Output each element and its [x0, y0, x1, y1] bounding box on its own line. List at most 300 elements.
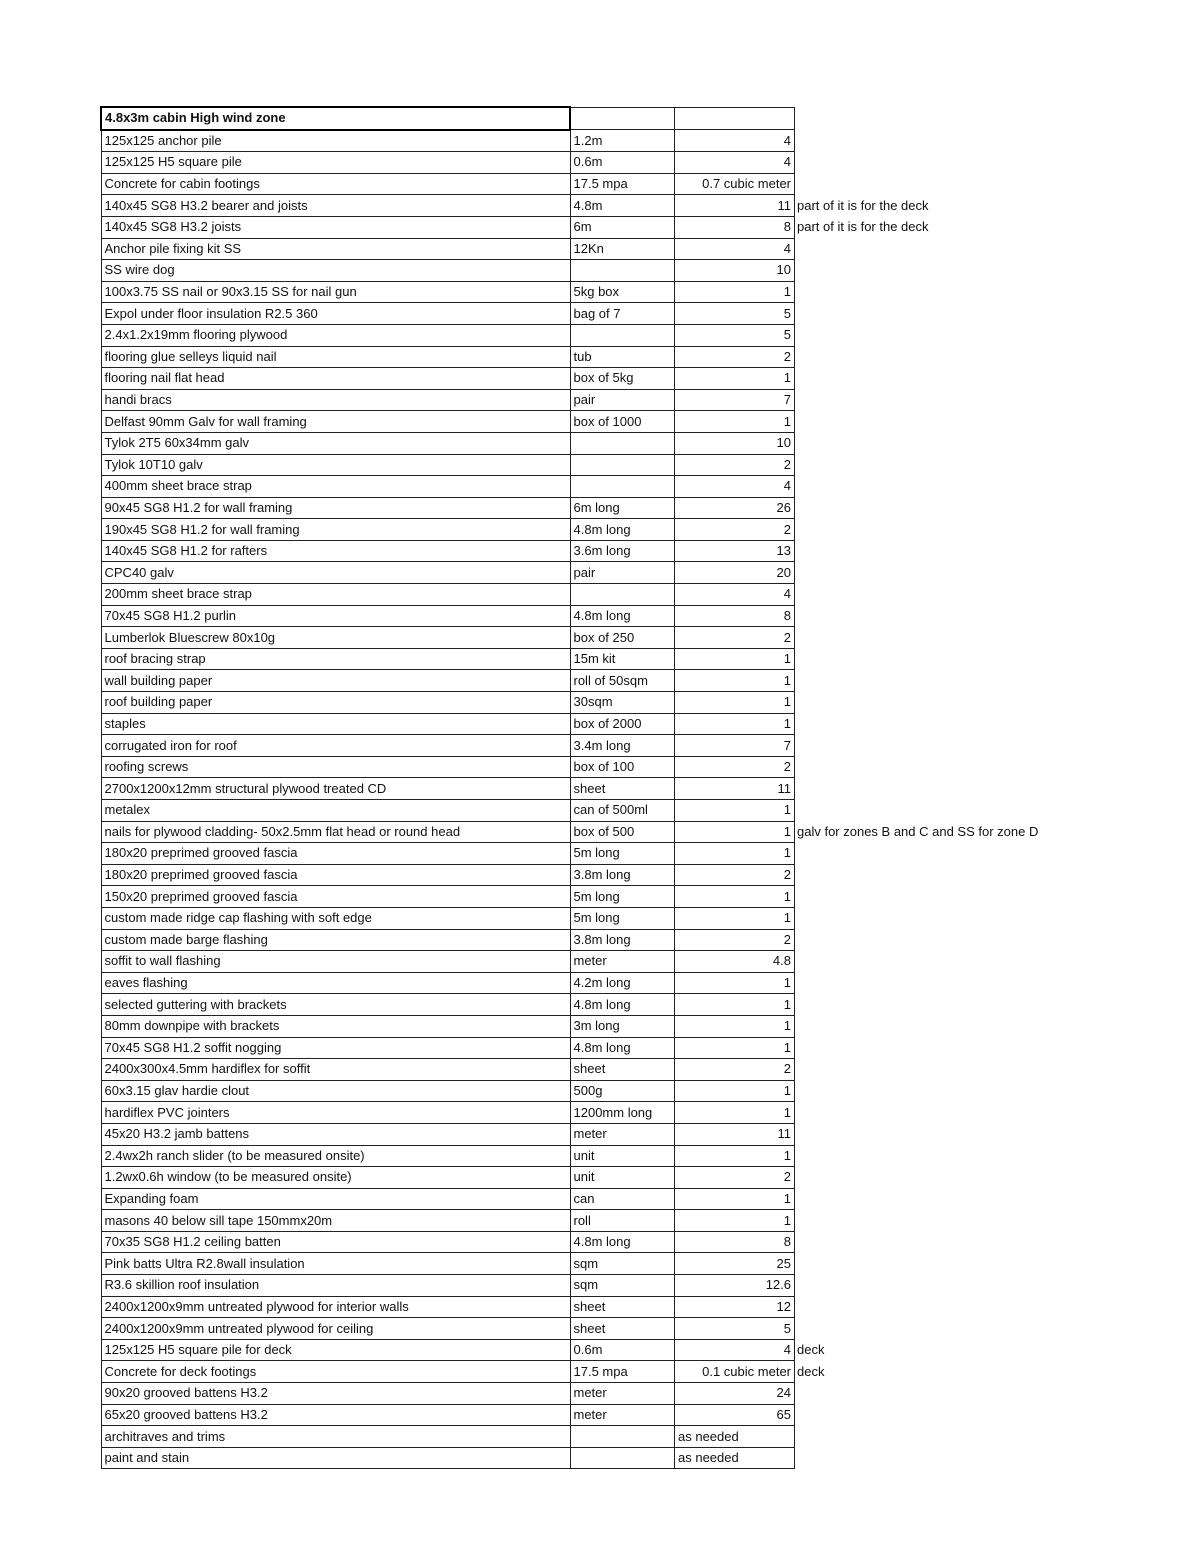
material-row: [101, 821, 1121, 843]
qty-cell[interactable]: 4: [675, 130, 795, 152]
item-cell[interactable]: paint and stain: [101, 1447, 570, 1469]
item-cell[interactable]: Expanding foam: [101, 1188, 570, 1210]
item-cell[interactable]: custom made ridge cap flashing with soft edge: [101, 907, 570, 929]
qty-cell[interactable]: 1: [675, 972, 795, 994]
material-row: [101, 1080, 1121, 1102]
note-cell: [795, 648, 1121, 670]
qty-cell[interactable]: 4: [675, 1339, 795, 1361]
material-row: [101, 1167, 1121, 1189]
item-cell[interactable]: Tylok 2T5 60x34mm galv: [101, 432, 570, 454]
note-cell: [795, 929, 1121, 951]
note-cell: [795, 1210, 1121, 1232]
note-cell: [795, 1188, 1121, 1210]
qty-cell[interactable]: 2: [675, 1059, 795, 1081]
qty-cell[interactable]: 1: [675, 368, 795, 390]
note-cell: [795, 130, 1121, 152]
item-cell[interactable]: custom made barge flashing: [101, 929, 570, 951]
material-row: [101, 843, 1121, 865]
title-qty-cell[interactable]: [675, 107, 795, 130]
qty-cell[interactable]: 1: [675, 886, 795, 908]
item-cell[interactable]: roofing screws: [101, 756, 570, 778]
qty-cell[interactable]: 1: [675, 1080, 795, 1102]
item-cell[interactable]: 180x20 preprimed grooved fascia: [101, 843, 570, 865]
unit-cell[interactable]: 6m: [570, 216, 675, 238]
item-cell[interactable]: architraves and trims: [101, 1426, 570, 1448]
materials-sheet: [100, 106, 1121, 1469]
note-cell: [795, 260, 1121, 282]
title-unit-cell[interactable]: [570, 107, 675, 130]
item-cell[interactable]: Tylok 10T10 galv: [101, 454, 570, 476]
item-cell[interactable]: Concrete for deck footings: [101, 1361, 570, 1383]
note-cell: [795, 562, 1121, 584]
qty-cell[interactable]: 4: [675, 238, 795, 260]
item-cell[interactable]: 125x125 anchor pile: [101, 130, 570, 152]
note-cell: [795, 281, 1121, 303]
material-row: [101, 648, 1121, 670]
unit-cell[interactable]: 12Kn: [570, 238, 675, 260]
qty-cell[interactable]: 12: [675, 1296, 795, 1318]
qty-cell[interactable]: 8: [675, 216, 795, 238]
item-cell[interactable]: 180x20 preprimed grooved fascia: [101, 864, 570, 886]
qty-cell[interactable]: 1: [675, 843, 795, 865]
unit-cell[interactable]: box of 5kg: [570, 368, 675, 390]
qty-cell[interactable]: 1: [675, 800, 795, 822]
qty-cell[interactable]: 10: [675, 260, 795, 282]
material-row: [101, 324, 1121, 346]
unit-cell[interactable]: unit: [570, 1145, 675, 1167]
qty-cell[interactable]: 11: [675, 195, 795, 217]
item-cell[interactable]: 100x3.75 SS nail or 90x3.15 SS for nail gun: [101, 281, 570, 303]
unit-cell[interactable]: 4.8m long: [570, 994, 675, 1016]
note-cell: [795, 1080, 1121, 1102]
unit-cell[interactable]: pair: [570, 562, 675, 584]
qty-cell[interactable]: 1: [675, 411, 795, 433]
unit-cell[interactable]: sheet: [570, 1296, 675, 1318]
qty-cell[interactable]: 24: [675, 1383, 795, 1405]
material-row: [101, 1404, 1121, 1426]
item-cell[interactable]: roof bracing strap: [101, 648, 570, 670]
qty-cell[interactable]: 2: [675, 756, 795, 778]
item-cell[interactable]: 70x45 SG8 H1.2 purlin: [101, 605, 570, 627]
material-row: [101, 778, 1121, 800]
material-row: [101, 260, 1121, 282]
material-row: [101, 1447, 1121, 1469]
item-cell[interactable]: 2.4wx2h ranch slider (to be measured onsite): [101, 1145, 570, 1167]
item-cell[interactable]: masons 40 below sill tape 150mmx20m: [101, 1210, 570, 1232]
unit-cell[interactable]: [570, 476, 675, 498]
note-cell: [795, 1102, 1121, 1124]
unit-cell[interactable]: 3.6m long: [570, 540, 675, 562]
note-cell: [795, 346, 1121, 368]
unit-cell[interactable]: sheet: [570, 778, 675, 800]
note-cell: [795, 886, 1121, 908]
unit-cell[interactable]: roll of 50sqm: [570, 670, 675, 692]
item-cell[interactable]: 70x45 SG8 H1.2 soffit nogging: [101, 1037, 570, 1059]
unit-cell[interactable]: 3.4m long: [570, 735, 675, 757]
qty-cell[interactable]: 4.8: [675, 951, 795, 973]
item-cell[interactable]: 90x45 SG8 H1.2 for wall framing: [101, 497, 570, 519]
item-cell[interactable]: staples: [101, 713, 570, 735]
unit-cell[interactable]: box of 2000: [570, 713, 675, 735]
qty-cell[interactable]: as needed: [675, 1426, 795, 1448]
material-row: [101, 1253, 1121, 1275]
material-row: [101, 1361, 1121, 1383]
material-row: [101, 1339, 1121, 1361]
item-cell[interactable]: Delfast 90mm Galv for wall framing: [101, 411, 570, 433]
note-cell: [795, 1059, 1121, 1081]
unit-cell[interactable]: 3m long: [570, 1015, 675, 1037]
qty-cell[interactable]: 0.7 cubic meter: [675, 173, 795, 195]
item-cell[interactable]: 80mm downpipe with brackets: [101, 1015, 570, 1037]
unit-cell[interactable]: box of 250: [570, 627, 675, 649]
unit-cell[interactable]: 1.2m: [570, 130, 675, 152]
note-cell: [795, 778, 1121, 800]
item-cell[interactable]: metalex: [101, 800, 570, 822]
item-cell[interactable]: nails for plywood cladding- 50x2.5mm flat head or round head: [101, 821, 570, 843]
note-cell: deck: [797, 1363, 825, 1379]
material-row: [101, 1231, 1121, 1253]
unit-cell[interactable]: [570, 260, 675, 282]
item-cell[interactable]: flooring glue selleys liquid nail: [101, 346, 570, 368]
note-cell: [795, 756, 1121, 778]
qty-cell[interactable]: 10: [675, 432, 795, 454]
note-cell: [795, 152, 1121, 174]
unit-cell[interactable]: roll: [570, 1210, 675, 1232]
material-row: [101, 1037, 1121, 1059]
note-cell: [795, 1447, 1121, 1469]
unit-cell[interactable]: meter: [570, 1383, 675, 1405]
material-row: [101, 713, 1121, 735]
note-cell: [795, 1383, 1121, 1405]
material-row: [101, 886, 1121, 908]
qty-cell[interactable]: 2: [675, 864, 795, 886]
material-row: [101, 584, 1121, 606]
unit-cell[interactable]: [570, 454, 675, 476]
unit-cell[interactable]: 3.8m long: [570, 864, 675, 886]
note-cell: [795, 173, 1121, 195]
unit-cell[interactable]: 5kg box: [570, 281, 675, 303]
unit-cell[interactable]: tub: [570, 346, 675, 368]
item-cell[interactable]: Expol under floor insulation R2.5 360: [101, 303, 570, 325]
item-cell[interactable]: 200mm sheet brace strap: [101, 584, 570, 606]
unit-cell[interactable]: [570, 1447, 675, 1469]
unit-cell[interactable]: 5m long: [570, 886, 675, 908]
item-cell[interactable]: 140x45 SG8 H1.2 for rafters: [101, 540, 570, 562]
note-cell: [795, 1145, 1121, 1167]
note-cell: [795, 735, 1121, 757]
qty-cell[interactable]: 12.6: [675, 1275, 795, 1297]
item-cell[interactable]: selected guttering with brackets: [101, 994, 570, 1016]
qty-cell[interactable]: 1: [675, 713, 795, 735]
unit-cell[interactable]: 500g: [570, 1080, 675, 1102]
note-cell: [795, 1275, 1121, 1297]
item-cell[interactable]: 140x45 SG8 H3.2 bearer and joists: [101, 195, 570, 217]
qty-cell[interactable]: 1: [675, 1037, 795, 1059]
qty-cell[interactable]: 1: [675, 1015, 795, 1037]
note-cell: [795, 324, 1121, 346]
unit-cell[interactable]: 4.8m long: [570, 605, 675, 627]
unit-cell[interactable]: 17.5 mpa: [570, 173, 675, 195]
item-cell[interactable]: 400mm sheet brace strap: [101, 476, 570, 498]
item-cell[interactable]: 2400x300x4.5mm hardiflex for soffit: [101, 1059, 570, 1081]
note-cell: [795, 713, 1121, 735]
materials-sheet-body: [101, 107, 1121, 1469]
item-cell[interactable]: R3.6 skillion roof insulation: [101, 1275, 570, 1297]
material-row: [101, 800, 1121, 822]
unit-cell[interactable]: sheet: [570, 1059, 675, 1081]
note-cell: [795, 1123, 1121, 1145]
material-row: [101, 346, 1121, 368]
item-cell[interactable]: 125x125 H5 square pile: [101, 152, 570, 174]
material-row: [101, 1145, 1121, 1167]
unit-cell[interactable]: meter: [570, 951, 675, 973]
qty-cell[interactable]: 65: [675, 1404, 795, 1426]
material-row: [101, 692, 1121, 714]
material-row: [101, 389, 1121, 411]
unit-cell[interactable]: meter: [570, 1404, 675, 1426]
item-cell[interactable]: 2700x1200x12mm structural plywood treated CD: [101, 778, 570, 800]
note-cell: [795, 627, 1121, 649]
note-cell: part of it is for the deck: [797, 219, 929, 235]
qty-cell[interactable]: 2: [675, 454, 795, 476]
unit-cell[interactable]: bag of 7: [570, 303, 675, 325]
qty-cell[interactable]: 26: [675, 497, 795, 519]
qty-cell[interactable]: 8: [675, 1231, 795, 1253]
qty-cell[interactable]: 2: [675, 627, 795, 649]
material-row: [101, 972, 1121, 994]
note-cell: [795, 843, 1121, 865]
title-note-cell: [795, 107, 1121, 130]
unit-cell[interactable]: 5m long: [570, 907, 675, 929]
sheet-title-row: [101, 107, 1121, 130]
qty-cell[interactable]: 7: [675, 735, 795, 757]
note-cell: part of it is for the deck: [797, 197, 929, 213]
material-row: [101, 605, 1121, 627]
unit-cell[interactable]: unit: [570, 1167, 675, 1189]
note-cell: [795, 1404, 1121, 1426]
unit-cell[interactable]: box of 1000: [570, 411, 675, 433]
item-cell[interactable]: CPC40 galv: [101, 562, 570, 584]
item-cell[interactable]: 90x20 grooved battens H3.2: [101, 1383, 570, 1405]
unit-cell[interactable]: 4.2m long: [570, 972, 675, 994]
note-cell: [795, 497, 1121, 519]
note-cell: [795, 994, 1121, 1016]
note-cell: [795, 454, 1121, 476]
item-cell[interactable]: flooring nail flat head: [101, 368, 570, 390]
note-cell: deck: [797, 1342, 825, 1358]
item-cell[interactable]: wall building paper: [101, 670, 570, 692]
item-cell[interactable]: 2400x1200x9mm untreated plywood for interior walls: [101, 1296, 570, 1318]
unit-cell[interactable]: 6m long: [570, 497, 675, 519]
unit-cell[interactable]: [570, 324, 675, 346]
qty-cell[interactable]: 11: [675, 1123, 795, 1145]
note-cell: [795, 432, 1121, 454]
unit-cell[interactable]: [570, 432, 675, 454]
material-row: [101, 735, 1121, 757]
note-cell: [795, 368, 1121, 390]
unit-cell[interactable]: 3.8m long: [570, 929, 675, 951]
note-cell: [795, 951, 1121, 973]
material-row: [101, 432, 1121, 454]
item-cell[interactable]: Concrete for cabin footings: [101, 173, 570, 195]
material-row: [101, 929, 1121, 951]
qty-cell[interactable]: 7: [675, 389, 795, 411]
unit-cell[interactable]: 4.8m long: [570, 519, 675, 541]
item-cell[interactable]: 70x35 SG8 H1.2 ceiling batten: [101, 1231, 570, 1253]
qty-cell[interactable]: 13: [675, 540, 795, 562]
material-row: [101, 519, 1121, 541]
unit-cell[interactable]: 30sqm: [570, 692, 675, 714]
material-row: [101, 281, 1121, 303]
material-row: [101, 627, 1121, 649]
qty-cell[interactable]: 4: [675, 476, 795, 498]
item-cell[interactable]: 60x3.15 glav hardie clout: [101, 1080, 570, 1102]
item-cell[interactable]: eaves flashing: [101, 972, 570, 994]
item-cell[interactable]: handi bracs: [101, 389, 570, 411]
qty-cell[interactable]: 2: [675, 519, 795, 541]
note-cell: [795, 519, 1121, 541]
material-row: [101, 238, 1121, 260]
material-row: [101, 1426, 1121, 1448]
qty-cell[interactable]: 1: [675, 281, 795, 303]
sheet-title[interactable]: 4.8x3m cabin High wind zone: [101, 107, 570, 130]
unit-cell[interactable]: box of 100: [570, 756, 675, 778]
qty-cell[interactable]: 1: [675, 1210, 795, 1232]
qty-cell[interactable]: 4: [675, 152, 795, 174]
material-row: [101, 1318, 1121, 1340]
note-cell: [795, 303, 1121, 325]
unit-cell[interactable]: [570, 1426, 675, 1448]
item-cell[interactable]: Anchor pile fixing kit SS: [101, 238, 570, 260]
note-cell: [795, 1231, 1121, 1253]
material-row: [101, 540, 1121, 562]
material-row: [101, 907, 1121, 929]
qty-cell[interactable]: 1: [675, 907, 795, 929]
note-cell: [795, 1253, 1121, 1275]
note-cell: [795, 1037, 1121, 1059]
qty-cell[interactable]: 11: [675, 778, 795, 800]
qty-cell[interactable]: 0.1 cubic meter: [675, 1361, 795, 1383]
qty-cell[interactable]: 1: [675, 1102, 795, 1124]
item-cell[interactable]: 65x20 grooved battens H3.2: [101, 1404, 570, 1426]
unit-cell[interactable]: sqm: [570, 1275, 675, 1297]
note-cell: [795, 605, 1121, 627]
unit-cell[interactable]: 4.8m: [570, 195, 675, 217]
item-cell[interactable]: 150x20 preprimed grooved fascia: [101, 886, 570, 908]
unit-cell[interactable]: 5m long: [570, 843, 675, 865]
note-cell: [795, 411, 1121, 433]
qty-cell[interactable]: 8: [675, 605, 795, 627]
unit-cell[interactable]: [570, 584, 675, 606]
qty-cell[interactable]: 1: [675, 1188, 795, 1210]
material-row: [101, 670, 1121, 692]
item-cell[interactable]: roof building paper: [101, 692, 570, 714]
qty-cell[interactable]: 1: [675, 994, 795, 1016]
material-row: [101, 368, 1121, 390]
material-row: [101, 411, 1121, 433]
unit-cell[interactable]: can of 500ml: [570, 800, 675, 822]
note-cell: [795, 1318, 1121, 1340]
note-cell: [795, 389, 1121, 411]
item-cell[interactable]: 140x45 SG8 H3.2 joists: [101, 216, 570, 238]
item-cell[interactable]: Pink batts Ultra R2.8wall insulation: [101, 1253, 570, 1275]
unit-cell[interactable]: 15m kit: [570, 648, 675, 670]
unit-cell[interactable]: sheet: [570, 1318, 675, 1340]
material-row: [101, 756, 1121, 778]
qty-cell[interactable]: 25: [675, 1253, 795, 1275]
item-cell[interactable]: SS wire dog: [101, 260, 570, 282]
qty-cell[interactable]: 20: [675, 562, 795, 584]
unit-cell[interactable]: 4.8m long: [570, 1231, 675, 1253]
unit-cell[interactable]: pair: [570, 389, 675, 411]
qty-cell[interactable]: 5: [675, 324, 795, 346]
qty-cell[interactable]: 5: [675, 1318, 795, 1340]
qty-cell[interactable]: 1: [675, 670, 795, 692]
item-cell[interactable]: Lumberlok Bluescrew 80x10g: [101, 627, 570, 649]
material-row: [101, 130, 1121, 152]
material-row: [101, 476, 1121, 498]
material-row: [101, 1275, 1121, 1297]
unit-cell[interactable]: 0.6m: [570, 1339, 675, 1361]
material-row: [101, 562, 1121, 584]
qty-cell[interactable]: 1: [675, 692, 795, 714]
qty-cell[interactable]: 1: [675, 648, 795, 670]
qty-cell[interactable]: 4: [675, 584, 795, 606]
item-cell[interactable]: 190x45 SG8 H1.2 for wall framing: [101, 519, 570, 541]
note-cell: [795, 540, 1121, 562]
note-cell: [795, 476, 1121, 498]
item-cell[interactable]: 2400x1200x9mm untreated plywood for ceiling: [101, 1318, 570, 1340]
note-cell: [795, 584, 1121, 606]
unit-cell[interactable]: sqm: [570, 1253, 675, 1275]
unit-cell[interactable]: 0.6m: [570, 152, 675, 174]
material-row: [101, 1188, 1121, 1210]
unit-cell[interactable]: meter: [570, 1123, 675, 1145]
qty-cell[interactable]: 5: [675, 303, 795, 325]
material-row: [101, 1015, 1121, 1037]
qty-cell[interactable]: 1: [675, 1145, 795, 1167]
note-cell: [795, 238, 1121, 260]
item-cell[interactable]: 2.4x1.2x19mm flooring plywood: [101, 324, 570, 346]
unit-cell[interactable]: 1200mm long: [570, 1102, 675, 1124]
material-row: [101, 303, 1121, 325]
material-row: [101, 951, 1121, 973]
qty-cell[interactable]: 2: [675, 1167, 795, 1189]
item-cell[interactable]: hardiflex PVC jointers: [101, 1102, 570, 1124]
item-cell[interactable]: soffit to wall flashing: [101, 951, 570, 973]
qty-cell[interactable]: as needed: [675, 1447, 795, 1469]
qty-cell[interactable]: 1: [675, 821, 795, 843]
note-cell: [795, 670, 1121, 692]
material-row: [101, 864, 1121, 886]
unit-cell[interactable]: 4.8m long: [570, 1037, 675, 1059]
qty-cell[interactable]: 2: [675, 929, 795, 951]
note-cell: [795, 1015, 1121, 1037]
material-row: [101, 1102, 1121, 1124]
qty-cell[interactable]: 2: [675, 346, 795, 368]
item-cell[interactable]: 45x20 H3.2 jamb battens: [101, 1123, 570, 1145]
unit-cell[interactable]: 17.5 mpa: [570, 1361, 675, 1383]
material-row: [101, 1210, 1121, 1232]
material-row: [101, 216, 1121, 238]
note-cell: [795, 1167, 1121, 1189]
unit-cell[interactable]: can: [570, 1188, 675, 1210]
item-cell[interactable]: 1.2wx0.6h window (to be measured onsite): [101, 1167, 570, 1189]
item-cell[interactable]: corrugated iron for roof: [101, 735, 570, 757]
item-cell[interactable]: 125x125 H5 square pile for deck: [101, 1339, 570, 1361]
note-cell: [795, 972, 1121, 994]
unit-cell[interactable]: box of 500: [570, 821, 675, 843]
